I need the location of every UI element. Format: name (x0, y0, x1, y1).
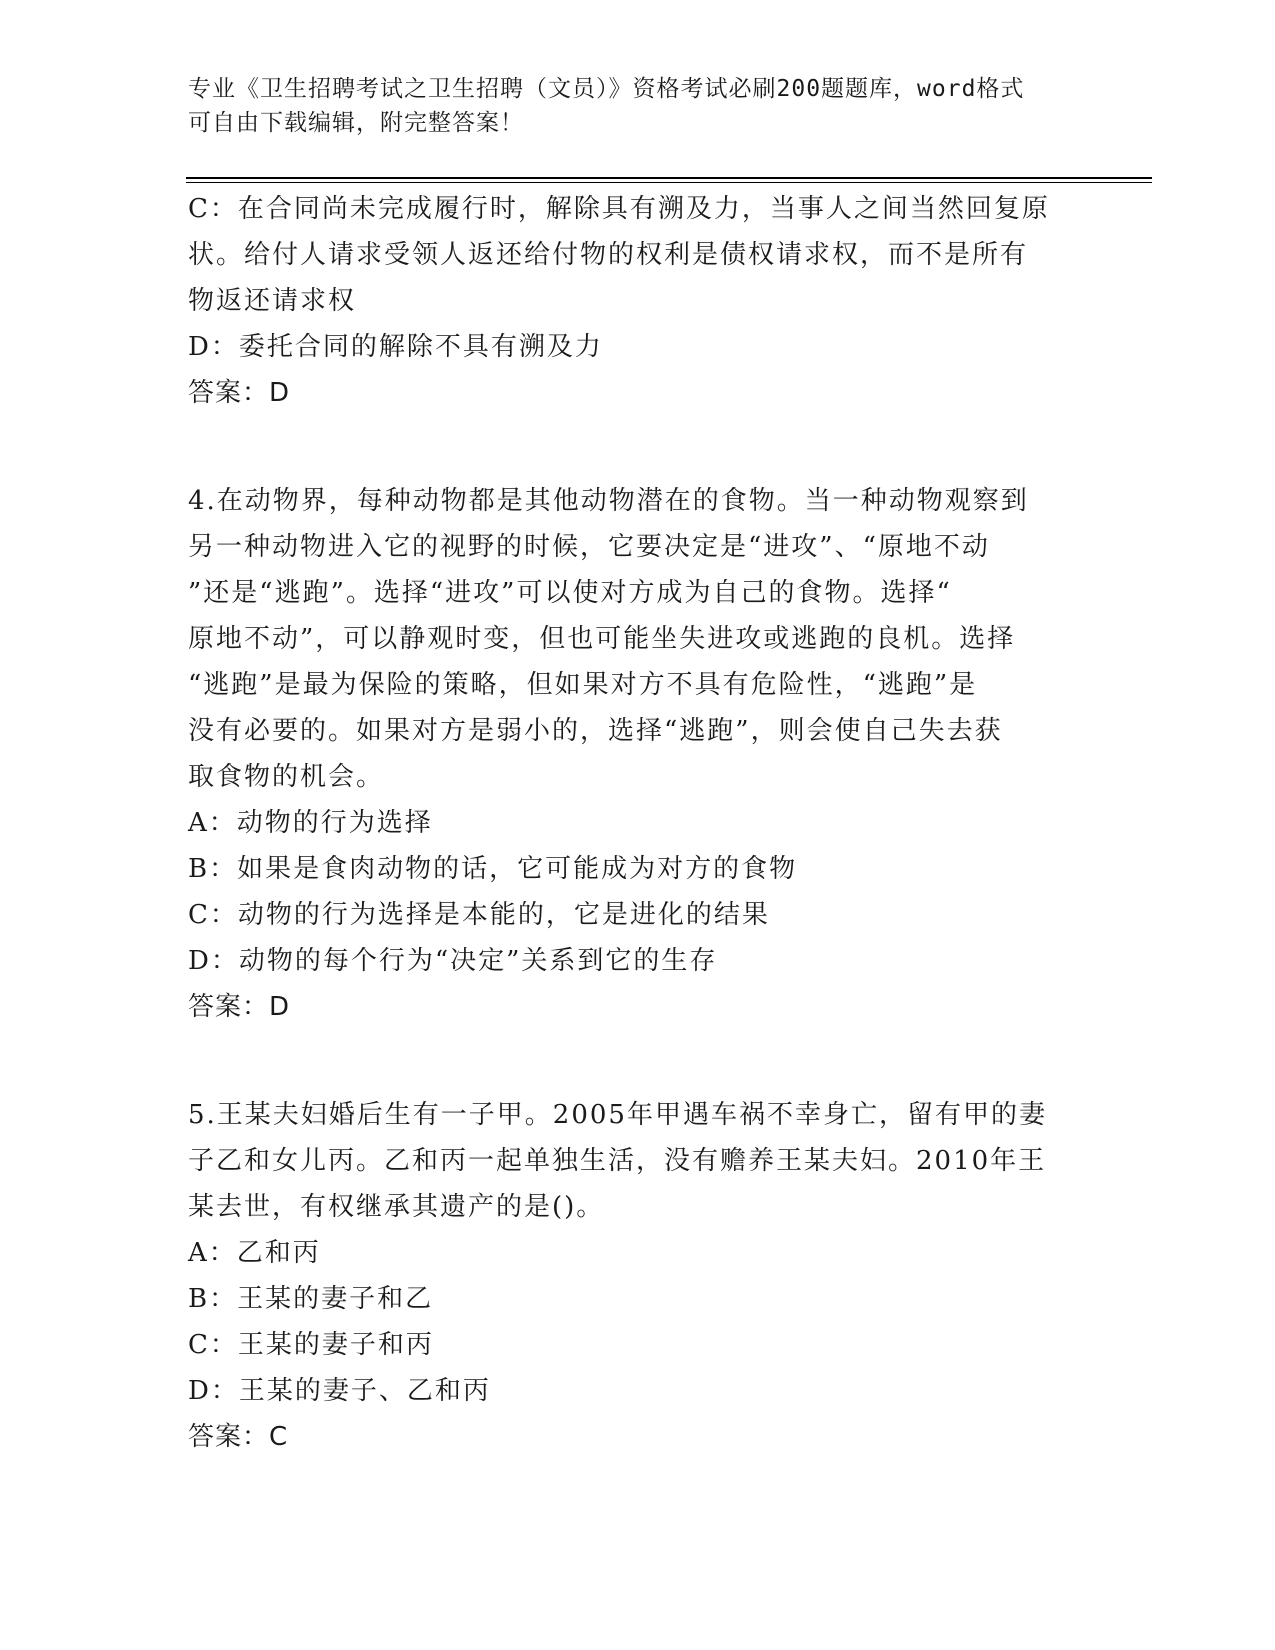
option-c-line-3: 物返还请求权 (188, 286, 357, 316)
header-divider-thin (186, 182, 1152, 183)
option-a: A：动物的行为选择 (188, 808, 433, 838)
answer: 答案：D (188, 378, 291, 408)
document-header (188, 72, 1068, 140)
question-stem-line: 5.王某夫妇婚后生有一子甲。2005年甲遇车祸不幸身亡，留有甲的妻 (188, 1100, 1047, 1130)
question-stem-line: 某去世，有权继承其遗产的是()。 (188, 1192, 605, 1222)
header-title-line-1: 专业《卫生招聘考试之卫生招聘（文员）》资格考试必刷200题题库，word格式 (188, 76, 1025, 102)
question-stem-line: 没有必要的。如果对方是弱小的，选择“逃跑”，则会使自己失去获 (188, 716, 1003, 746)
question-stem-line: 子乙和女儿丙。乙和丙一起单独生活，没有赡养王某夫妇。2010年王 (188, 1146, 1047, 1176)
option-c-line-2: 状。给付人请求受领人返还给付物的权利是债权请求权，而不是所有 (188, 240, 1029, 270)
header-divider-thick (186, 177, 1152, 179)
question-stem-line: 另一种动物进入它的视野的时候，它要决定是“进攻”、“原地不动 (188, 532, 990, 562)
option-b: B：如果是食肉动物的话，它可能成为对方的食物 (188, 854, 798, 884)
option-d: D：委托合同的解除不具有溯及力 (188, 332, 603, 362)
question-stem-line: ”还是“逃跑”。选择“进攻”可以使对方成为自己的食物。选择“ (188, 578, 952, 608)
option-c: C：动物的行为选择是本能的，它是进化的结果 (188, 900, 770, 930)
question-stem-line: “逃跑”是最为保险的策略，但如果对方不具有危险性，“逃跑”是 (188, 670, 978, 700)
question-stem-line: 取食物的机会。 (188, 762, 385, 792)
header-title-line-2: 可自由下载编辑，附完整答案！ (188, 110, 524, 136)
answer: 答案：C (188, 1422, 289, 1452)
question-4 (188, 478, 1078, 1030)
option-a: A：乙和丙 (188, 1238, 321, 1268)
option-c: C：王某的妻子和丙 (188, 1330, 434, 1360)
question-stem-line: 4.在动物界，每种动物都是其他动物潜在的食物。当一种动物观察到 (188, 486, 1029, 516)
document-body (188, 186, 1078, 1460)
question-stem-line: 原地不动”，可以静观时变，但也可能坐失进攻或逃跑的良机。选择 (188, 624, 1016, 654)
question-5 (188, 1092, 1078, 1460)
option-c-line-1: C：在合同尚未完成履行时，解除具有溯及力，当事人之间当然回复原 (188, 194, 1050, 224)
option-d: D：王某的妻子、乙和丙 (188, 1376, 491, 1406)
question-3-tail (188, 186, 1078, 416)
option-d: D：动物的每个行为“决定”关系到它的生存 (188, 946, 718, 976)
answer: 答案：D (188, 992, 291, 1022)
option-b: B：王某的妻子和乙 (188, 1284, 434, 1314)
